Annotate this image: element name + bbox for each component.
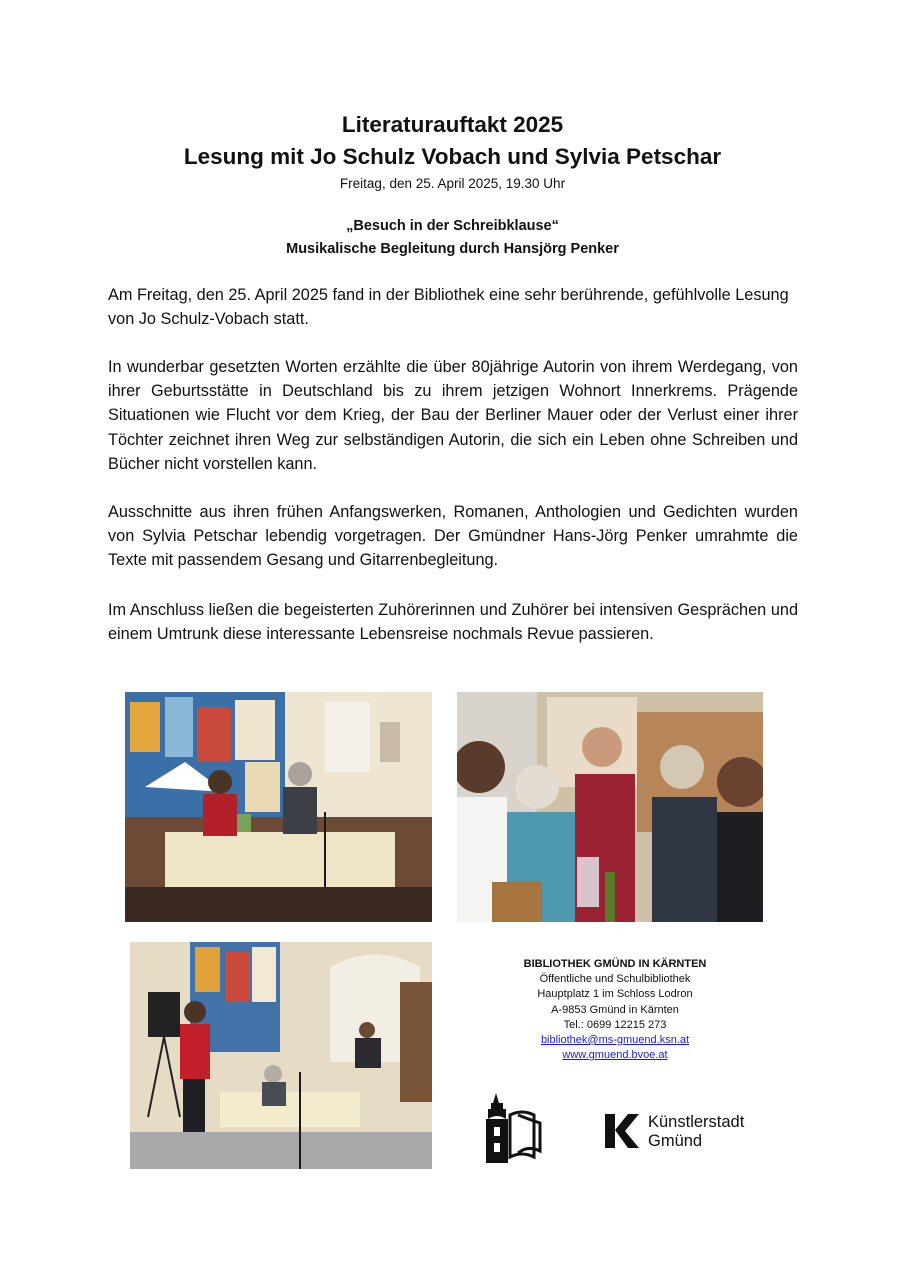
photo-reading-table — [125, 692, 432, 922]
program-music: Musikalische Begleitung durch Hansjörg Penker — [286, 241, 619, 257]
email-link[interactable]: bibliothek@ms-gmuend.ksn.at — [540, 1034, 690, 1047]
library-city: A-9853 Gmünd in Kärnten — [551, 1003, 679, 1016]
photo-reading-musician — [130, 942, 432, 1169]
event-date: Freitag, den 25. April 2025, 19.30 Uhr — [339, 176, 566, 191]
library-phone: Tel.: 0699 12215 273 — [563, 1018, 667, 1031]
library-name: BIBLIOTHEK GMÜND IN KÄRNTEN — [523, 958, 707, 970]
library-address: Hauptplatz 1 im Schloss Lodron — [537, 988, 693, 1001]
paragraph-biography: In wunderbar gesetzten Worten erzählte die über 80jährige Autorin von ihrem Werdegang, von ihrer Geburtsstätte in Deutschland bis zu ihrem jetzigen Wohnort Innerkrems. Prägende Situationen wie Flucht vor dem Krieg, der Bau der Berliner Mauer oder der Verlust einer ihrer Töchter zeichnet ihren Weg zur selbständigen Autorin, die sich ein Leben ohne Schreiben und Bücher nicht vorstellen kann. — [108, 358, 798, 473]
library-type: Öffentliche und Schulbibliothek — [539, 973, 691, 986]
contact-block — [470, 957, 760, 1063]
paragraph-intro: Am Freitag, den 25. April 2025 fand in der Bibliothek eine sehr berührende, gefühlvolle Lesung von Jo Schulz-Vobach statt. — [108, 286, 789, 329]
photo-group-selfie — [457, 692, 763, 922]
brand-line1: Künstlerstadt — [648, 1113, 745, 1131]
event-title: Literaturauftakt 2025 — [341, 112, 564, 137]
library-tower-book-logo — [482, 1093, 546, 1163]
paragraph-closing: Im Anschluss ließen die begeisterten Zuhörerinnen und Zuhörer bei intensiven Gesprächen und einem Umtrunk diese interessante Lebensreise nochmals Revue passieren. — [108, 601, 798, 644]
brand-line2: Gmünd — [648, 1132, 703, 1150]
website-link[interactable]: www.gmuend.bvoe.at — [562, 1049, 668, 1062]
paragraph-reading: Ausschnitte aus ihren frühen Anfangswerken, Romanen, Anthologien und Gedichten wurden von Sylvia Petschar lebendig vorgetragen. Der Gmündner Hans-Jörg Penker umrahmte die Texte mit passendem Gesang und Gitarrenbegleitung. — [108, 503, 798, 570]
k-letter-logo — [605, 1112, 639, 1150]
event-subtitle-names: Lesung mit Jo Schulz Vobach und Sylvia Petschar — [183, 144, 722, 169]
brand-wordmark — [648, 1113, 744, 1151]
program-title: „Besuch in der Schreibklause“ — [346, 218, 559, 234]
